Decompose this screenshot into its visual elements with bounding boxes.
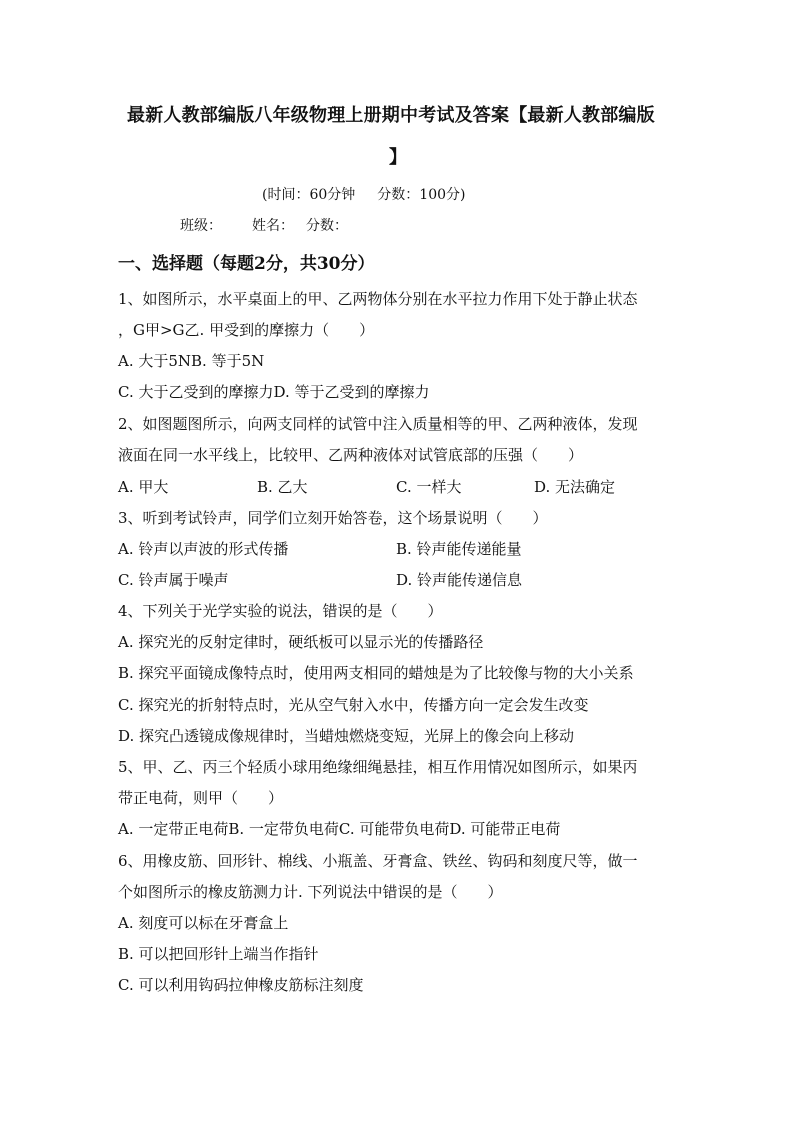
exam-time: (时间：60分钟 — [262, 187, 356, 203]
name-label: 姓名： — [252, 218, 294, 234]
section-heading-choice: 一、选择题（每题2分，共30分） — [118, 254, 375, 274]
q4-stem: 4、下列关于光学实验的说法，错误的是（ ） — [118, 602, 443, 620]
q2-stem-line-2: 液面在同一水平线上，比较甲、乙两种液体对试管底部的压强（ ） — [118, 446, 584, 464]
exam-total-score: 分数：100分) — [377, 187, 466, 203]
document-title-line-2: 】 — [389, 147, 408, 168]
q1-stem-line-1: 1、如图所示，水平桌面上的甲、乙两物体分别在水平拉力作用下处于静止状态 — [118, 290, 638, 308]
student-info-row — [180, 216, 378, 236]
q2-stem-line-1: 2、如图题图所示，向两支同样的试管中注入质量相等的甲、乙两种液体，发现 — [118, 415, 638, 433]
document-title-line-1: 最新人教部编版八年级物理上册期中考试及答案【最新人教部编版 — [127, 105, 655, 126]
q3-option-a: A. 铃声以声波的形式传播 — [118, 540, 289, 558]
q2-option-a: A. 甲大 — [118, 478, 169, 496]
q5-options-line: A. 一定带正电荷B. 一定带负电荷C. 可能带负电荷D. 可能带正电荷 — [118, 820, 561, 838]
q4-option-c: C. 探究光的折射特点时，光从空气射入水中，传播方向一定会发生改变 — [118, 696, 589, 714]
q6-option-a: A. 刻度可以标在牙膏盒上 — [118, 914, 289, 932]
q4-option-a: A. 探究光的反射定律时，硬纸板可以显示光的传播路径 — [118, 633, 484, 651]
q6-stem-line-2: 个如图所示的橡皮筋测力计. 下列说法中错误的是（ ） — [118, 883, 503, 901]
q5-stem-line-2: 带正电荷，则甲（ ） — [118, 789, 284, 807]
class-label: 班级： — [180, 218, 222, 234]
q6-option-c: C. 可以利用钩码拉伸橡皮筋标注刻度 — [118, 976, 364, 994]
exam-meta — [262, 185, 465, 205]
q2-option-d: D. 无法确定 — [534, 478, 616, 496]
q3-option-b: B. 铃声能传递能量 — [396, 540, 522, 558]
q3-option-d: D. 铃声能传递信息 — [396, 571, 523, 589]
q4-option-d: D. 探究凸透镜成像规律时，当蜡烛燃烧变短，光屏上的像会向上移动 — [118, 727, 575, 745]
score-label: 分数： — [306, 218, 348, 234]
q2-option-b: B. 乙大 — [257, 478, 308, 496]
q2-option-c: C. 一样大 — [396, 478, 462, 496]
q1-options-line-2: C. 大于乙受到的摩擦力D. 等于乙受到的摩擦力 — [118, 383, 430, 401]
q5-stem-line-1: 5、甲、乙、丙三个轻质小球用绝缘细绳悬挂，相互作用情况如图所示，如果丙 — [118, 758, 638, 776]
q6-stem-line-1: 6、用橡皮筋、回形针、棉线、小瓶盖、牙膏盒、铁丝、钩码和刻度尺等，做一 — [118, 852, 638, 870]
q4-option-b: B. 探究平面镜成像特点时，使用两支相同的蜡烛是为了比较像与物的大小关系 — [118, 664, 634, 682]
q1-stem-line-2: ，G甲>G乙. 甲受到的摩擦力（ ） — [118, 321, 375, 339]
q3-stem: 3、听到考试铃声，同学们立刻开始答卷，这个场景说明（ ） — [118, 509, 548, 527]
q3-option-c: C. 铃声属于噪声 — [118, 571, 229, 589]
q1-options-line-1: A. 大于5NB. 等于5N — [118, 352, 265, 370]
q6-option-b: B. 可以把回形针上端当作指针 — [118, 945, 319, 963]
